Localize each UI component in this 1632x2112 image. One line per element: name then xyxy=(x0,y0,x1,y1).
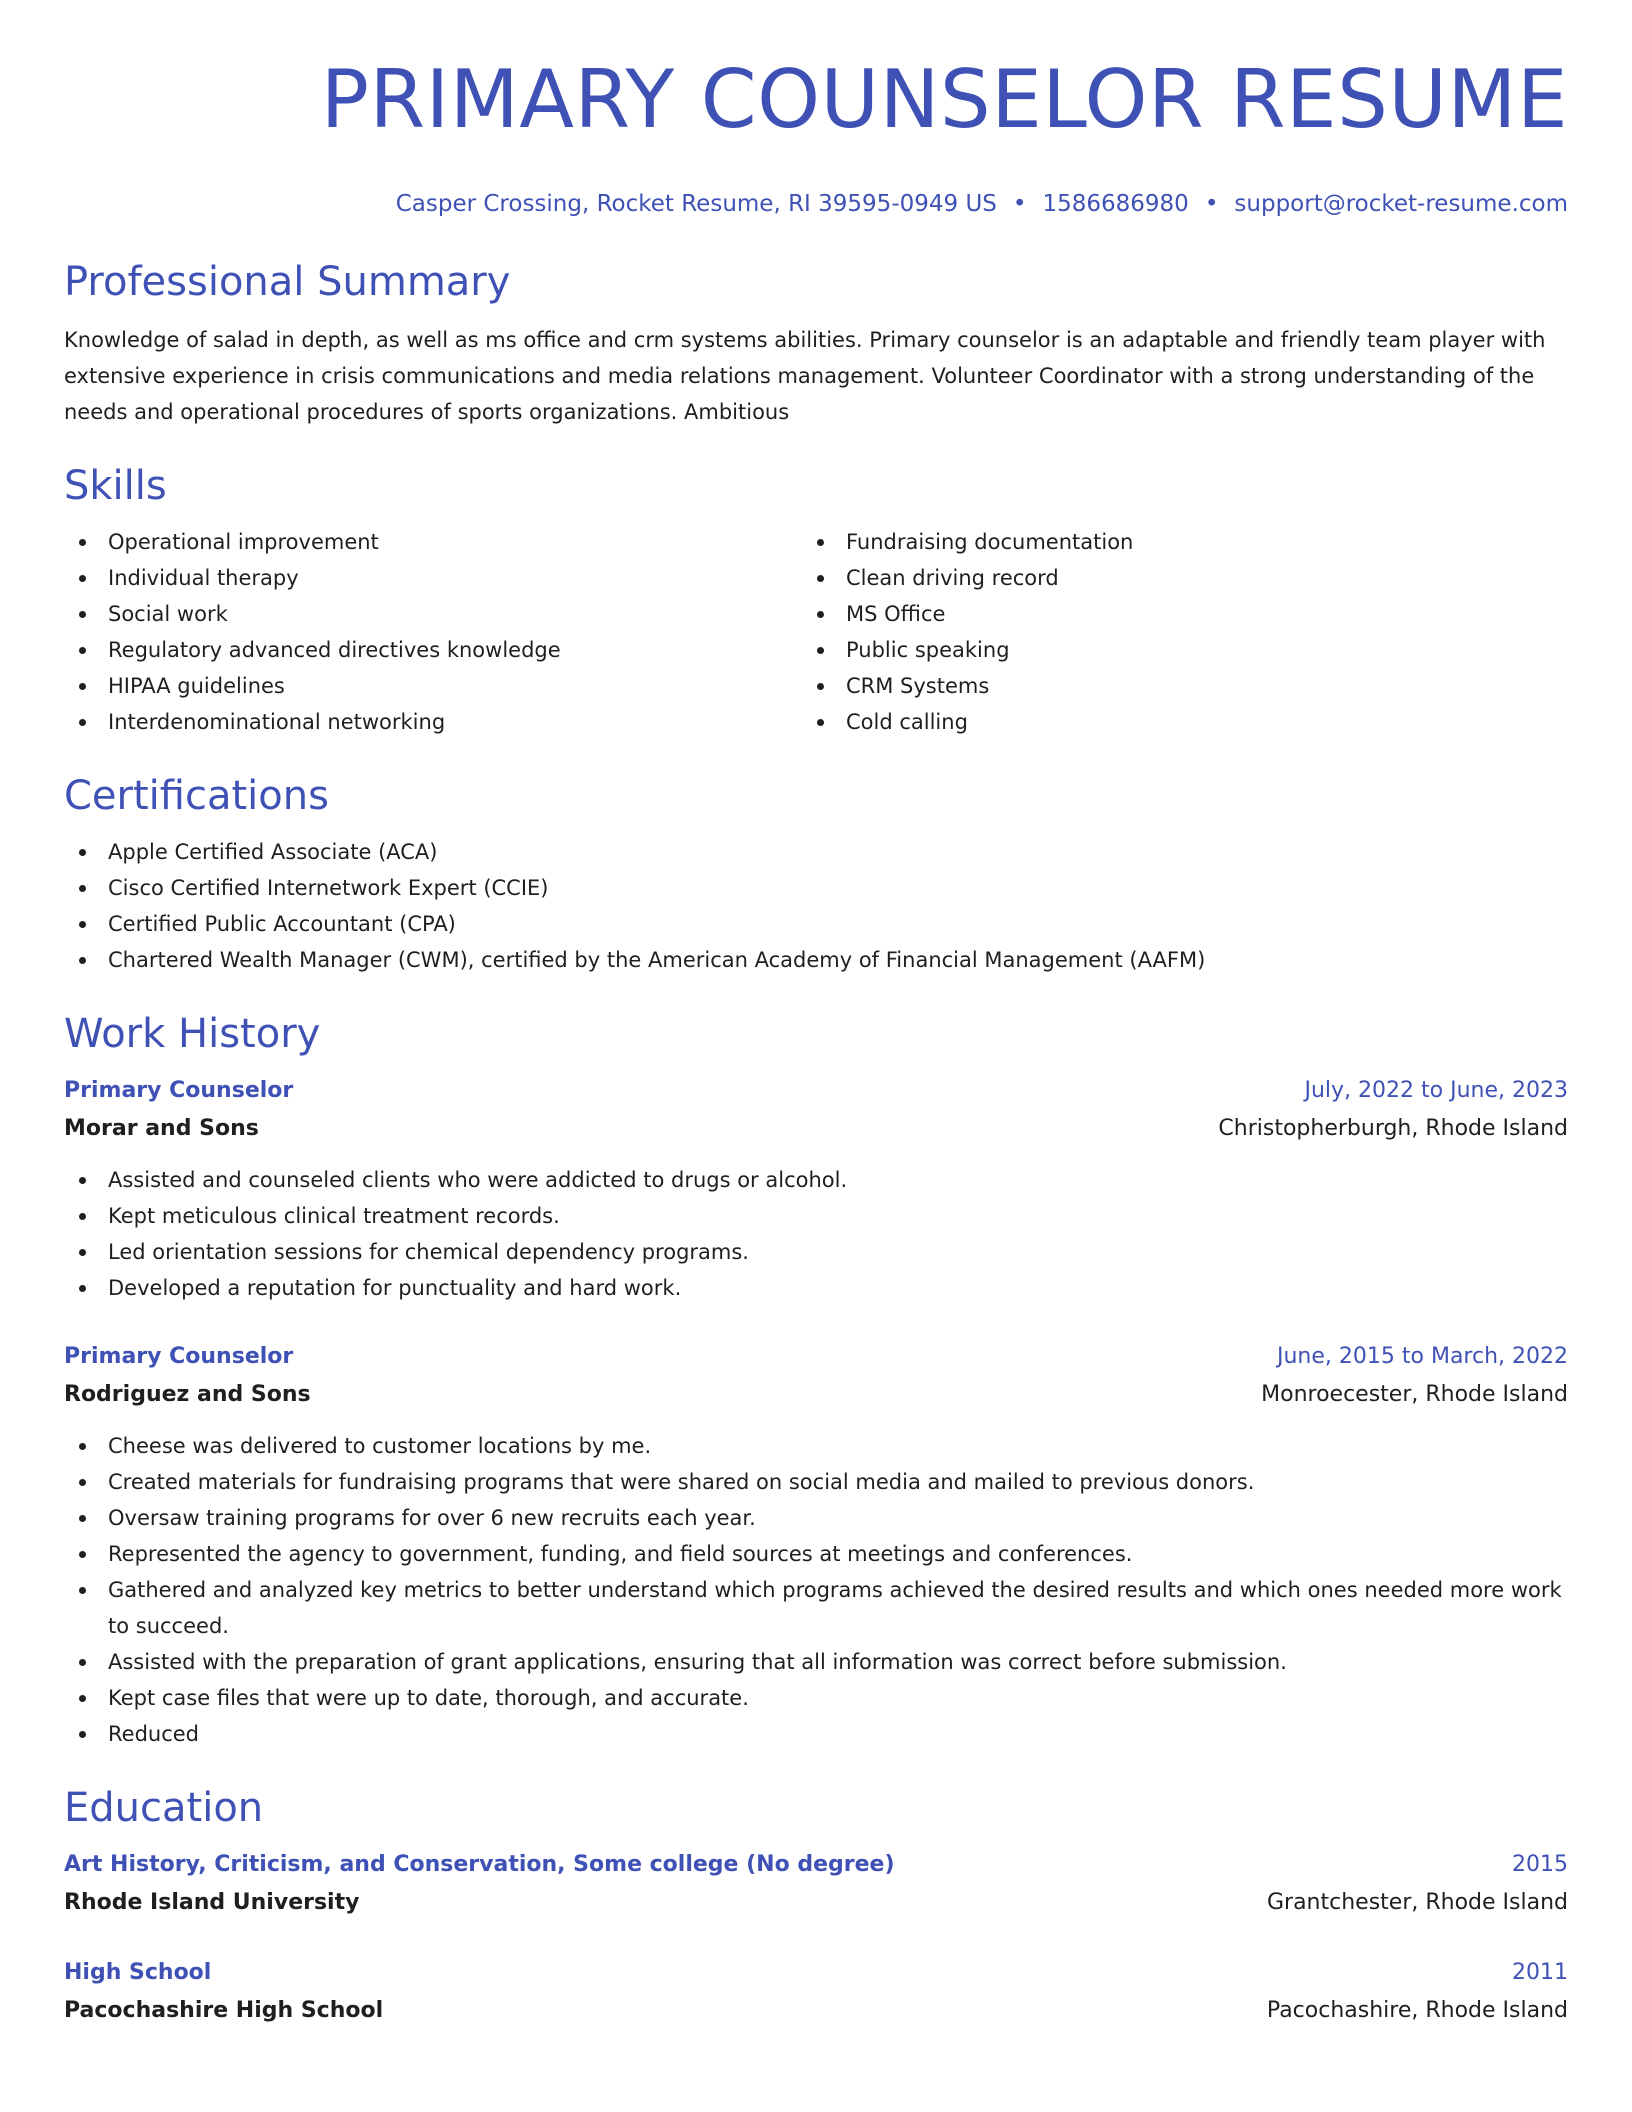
job-company-row xyxy=(64,1110,1568,1148)
job-company: Rodriguez and Sons xyxy=(64,1382,311,1407)
certifications-section xyxy=(64,770,1568,978)
school-name: Rhode Island University xyxy=(64,1890,360,1915)
skills-list-left xyxy=(64,524,802,740)
list-item: Clean driving record xyxy=(802,560,1540,596)
list-item: CRM Systems xyxy=(802,668,1540,704)
separator-dot: • xyxy=(1012,191,1027,217)
work-history-heading: Work History xyxy=(64,1011,321,1057)
graduation-year: 2015 xyxy=(1512,1852,1568,1877)
contact-address: Casper Crossing, Rocket Resume, RI 39595-0949 US xyxy=(395,191,997,217)
list-item: Reduced xyxy=(64,1716,1568,1752)
certifications-heading: Certifications xyxy=(64,773,329,819)
list-item: Regulatory advanced directives knowledge xyxy=(64,632,802,668)
job-location: Monroecester, Rhode Island xyxy=(1261,1382,1568,1407)
summary-text: Knowledge of salad in depth, as well as ms office and crm systems abilities. Primary counselor is an adaptable and friendly team player with extensive experience in crisis communications and media relations management. Volunteer Coordinator with a strong understanding of the needs and operational procedures of sports organizations. Ambitious xyxy=(64,328,1546,424)
list-item: Cold calling xyxy=(802,704,1540,740)
degree-row xyxy=(64,1846,1568,1884)
summary-section xyxy=(64,256,1568,430)
skills-section xyxy=(64,460,1568,740)
list-item: MS Office xyxy=(802,596,1540,632)
list-item: Fundraising documentation xyxy=(802,524,1540,560)
education-section xyxy=(64,1782,1568,2030)
list-item: Gathered and analyzed key metrics to better understand which programs achieved the desired results and which ones needed more work to succeed. xyxy=(64,1572,1568,1644)
list-item: Kept case files that were up to date, thorough, and accurate. xyxy=(64,1680,1568,1716)
list-item: Cheese was delivered to customer locations by me. xyxy=(64,1428,1568,1464)
school-location: Pacochashire, Rhode Island xyxy=(1266,1998,1568,2023)
education-entry xyxy=(64,1954,1568,2030)
skills-heading: Skills xyxy=(64,463,167,509)
list-item: Oversaw training programs for over 6 new recruits each year. xyxy=(64,1500,1568,1536)
degree-name: High School xyxy=(64,1960,212,1985)
job-entry xyxy=(64,1072,1568,1306)
contact-line xyxy=(64,188,1568,220)
work-history-section xyxy=(64,1008,1568,1752)
school-name: Pacochashire High School xyxy=(64,1998,384,2023)
job-company-row xyxy=(64,1376,1568,1414)
list-item: Public speaking xyxy=(802,632,1540,668)
list-item: Interdenominational networking xyxy=(64,704,802,740)
job-dates: July, 2022 to June, 2023 xyxy=(1304,1078,1568,1103)
list-item: Chartered Wealth Manager (CWM), certified by the American Academy of Financial Management (AAFM) xyxy=(64,942,1568,978)
degree-row xyxy=(64,1954,1568,1992)
skills-grid xyxy=(64,524,1568,740)
list-item: Assisted and counseled clients who were addicted to drugs or alcohol. xyxy=(64,1162,1568,1198)
resume-title: PRIMARY COUNSELOR RESUME xyxy=(320,53,1568,146)
summary-heading: Professional Summary xyxy=(64,259,511,305)
skills-list-right xyxy=(802,524,1540,740)
list-item: Individual therapy xyxy=(64,560,802,596)
school-row xyxy=(64,1884,1568,1922)
list-item: Developed a reputation for punctuality and hard work. xyxy=(64,1270,1568,1306)
job-dates: June, 2015 to March, 2022 xyxy=(1277,1344,1568,1369)
graduation-year: 2011 xyxy=(1512,1960,1568,1985)
list-item: Kept meticulous clinical treatment records. xyxy=(64,1198,1568,1234)
certifications-list xyxy=(64,834,1568,978)
separator-dot: • xyxy=(1204,191,1219,217)
job-company: Morar and Sons xyxy=(64,1116,259,1141)
job-bullets xyxy=(64,1428,1568,1752)
school-location: Grantchester, Rhode Island xyxy=(1266,1890,1568,1915)
list-item: Represented the agency to government, funding, and field sources at meetings and conferences. xyxy=(64,1536,1568,1572)
job-entry xyxy=(64,1338,1568,1752)
job-bullets xyxy=(64,1162,1568,1306)
job-title: Primary Counselor xyxy=(64,1078,294,1103)
education-heading: Education xyxy=(64,1785,264,1831)
school-row xyxy=(64,1992,1568,2030)
job-title: Primary Counselor xyxy=(64,1344,294,1369)
contact-phone: 1586686980 xyxy=(1042,191,1189,217)
job-location: Christopherburgh, Rhode Island xyxy=(1218,1116,1568,1141)
list-item: Led orientation sessions for chemical dependency programs. xyxy=(64,1234,1568,1270)
list-item: Operational improvement xyxy=(64,524,802,560)
job-title-row xyxy=(64,1072,1568,1110)
list-item: Apple Certified Associate (ACA) xyxy=(64,834,1568,870)
degree-name: Art History, Criticism, and Conservation, Some college (No degree) xyxy=(64,1852,895,1877)
list-item: Cisco Certified Internetwork Expert (CCIE) xyxy=(64,870,1568,906)
list-item: Certified Public Accountant (CPA) xyxy=(64,906,1568,942)
list-item: Created materials for fundraising programs that were shared on social media and mailed to previous donors. xyxy=(64,1464,1568,1500)
list-item: HIPAA guidelines xyxy=(64,668,802,704)
job-title-row xyxy=(64,1338,1568,1376)
list-item: Social work xyxy=(64,596,802,632)
education-entry xyxy=(64,1846,1568,1922)
contact-email[interactable]: support@rocket-resume.com xyxy=(1234,191,1568,217)
list-item: Assisted with the preparation of grant applications, ensuring that all information was correct before submission. xyxy=(64,1644,1568,1680)
